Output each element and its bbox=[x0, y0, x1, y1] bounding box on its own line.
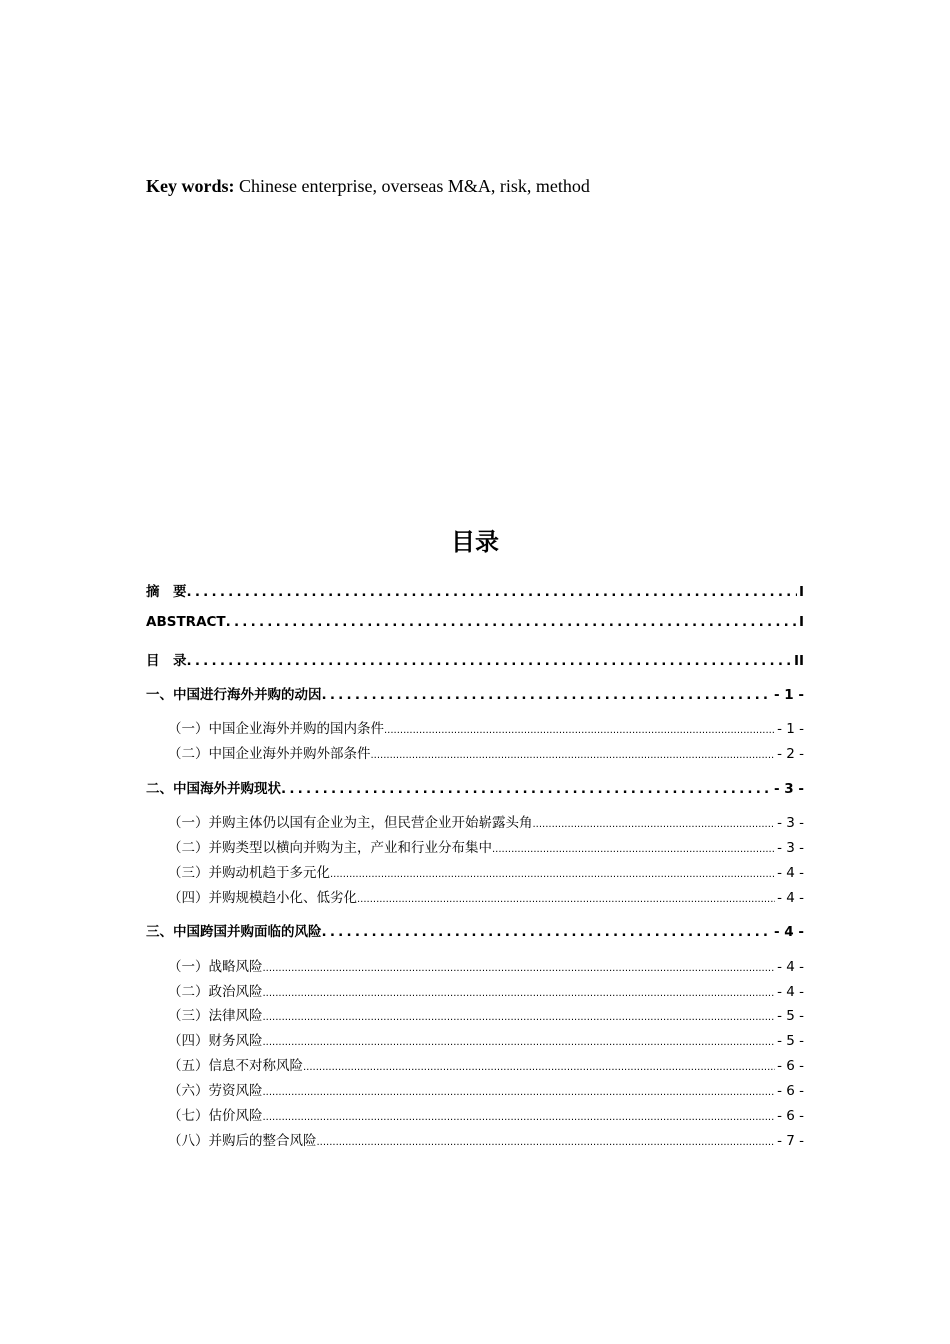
toc-entry-page: II bbox=[793, 653, 804, 669]
toc-entry-label: （四）并购规模趋小化、低劣化 bbox=[168, 890, 357, 906]
toc-dot-leader bbox=[263, 1012, 776, 1023]
toc-entry[interactable] bbox=[168, 980, 804, 1000]
toc-entry[interactable] bbox=[146, 683, 804, 703]
toc-entry-label: （四）财务风险 bbox=[168, 1033, 263, 1049]
toc-entry-label: 一、中国进行海外并购的动因 bbox=[146, 687, 322, 703]
toc-entry[interactable] bbox=[168, 1079, 804, 1099]
toc-dot-leader bbox=[371, 750, 776, 761]
toc-dot-leader bbox=[263, 1112, 776, 1123]
toc-entry-page: - 6 - bbox=[777, 1058, 804, 1074]
toc-entry[interactable] bbox=[146, 649, 804, 669]
toc-dot-leader bbox=[322, 924, 773, 940]
toc-entry-label: （二）政治风险 bbox=[168, 984, 263, 1000]
toc-entry-page: - 3 - bbox=[777, 815, 804, 831]
toc-entry[interactable] bbox=[168, 886, 804, 906]
toc-entry-page: - 5 - bbox=[777, 1008, 804, 1024]
toc-entry[interactable] bbox=[146, 580, 804, 600]
toc-entry-label: 摘 要 bbox=[146, 584, 187, 600]
toc-entry-page: - 6 - bbox=[777, 1083, 804, 1099]
toc-entry-label: （一）并购主体仍以国有企业为主，但民营企业开始崭露头角 bbox=[168, 815, 533, 831]
toc-entry-page: - 6 - bbox=[777, 1108, 804, 1124]
toc-entry[interactable] bbox=[168, 717, 804, 737]
toc-dot-leader bbox=[226, 614, 797, 630]
toc-entry[interactable] bbox=[168, 955, 804, 975]
toc-entry-page: I bbox=[798, 614, 804, 630]
toc-entry[interactable] bbox=[168, 861, 804, 881]
toc-entry-label: （一）中国企业海外并购的国内条件 bbox=[168, 721, 384, 737]
toc-entry[interactable] bbox=[168, 1104, 804, 1124]
toc-entry-page: - 4 - bbox=[774, 924, 804, 940]
toc-entry-label: （三）并购动机趋于多元化 bbox=[168, 865, 330, 881]
toc-dot-leader bbox=[492, 844, 775, 855]
toc-entry-label: （三）法律风险 bbox=[168, 1008, 263, 1024]
toc-entry-label: （一）战略风险 bbox=[168, 959, 263, 975]
toc-dot-leader bbox=[303, 1062, 775, 1073]
toc-entry-page: - 7 - bbox=[777, 1133, 804, 1149]
toc-entry[interactable] bbox=[168, 742, 804, 762]
toc-entry[interactable] bbox=[168, 1029, 804, 1049]
toc-title: 目录 bbox=[451, 528, 499, 556]
toc-dot-leader bbox=[187, 653, 792, 669]
toc-dot-leader bbox=[263, 988, 776, 999]
toc-entry[interactable] bbox=[168, 1054, 804, 1074]
toc-entry-page: - 3 - bbox=[774, 781, 804, 797]
toc-entry-page: - 3 - bbox=[777, 840, 804, 856]
toc-entry-label: （六）劳资风险 bbox=[168, 1083, 263, 1099]
toc-dot-leader bbox=[263, 1087, 776, 1098]
keywords-text: Chinese enterprise, overseas M&A, risk, method bbox=[234, 176, 590, 196]
keywords-line bbox=[146, 176, 590, 197]
toc-dot-leader bbox=[322, 687, 773, 703]
toc-entry[interactable] bbox=[146, 614, 804, 630]
toc-entry[interactable] bbox=[146, 777, 804, 797]
toc-entry-label: （二）并购类型以横向并购为主，产业和行业分布集中 bbox=[168, 840, 492, 856]
toc-dot-leader bbox=[263, 1037, 776, 1048]
toc-entry-label: 三、中国跨国并购面临的风险 bbox=[146, 924, 322, 940]
toc-entry[interactable] bbox=[168, 811, 804, 831]
toc-entry-page: - 4 - bbox=[777, 890, 804, 906]
toc-entry-page: - 1 - bbox=[774, 687, 804, 703]
toc-entry-page: - 2 - bbox=[777, 746, 804, 762]
toc-dot-leader bbox=[317, 1137, 776, 1148]
toc-entry-label: 目 录 bbox=[146, 653, 187, 669]
toc-dot-leader bbox=[187, 584, 797, 600]
toc-entry[interactable] bbox=[168, 1129, 804, 1149]
toc-entry[interactable] bbox=[146, 920, 804, 940]
toc-entry-label: （五）信息不对称风险 bbox=[168, 1058, 303, 1074]
toc-entry-label: （二）中国企业海外并购外部条件 bbox=[168, 746, 371, 762]
keywords-label: Key words: bbox=[146, 176, 235, 196]
toc-entry-page: - 5 - bbox=[777, 1033, 804, 1049]
toc-entry-page: - 4 - bbox=[777, 865, 804, 881]
toc-entry-page: - 1 - bbox=[777, 721, 804, 737]
toc-dot-leader bbox=[330, 869, 775, 880]
toc-dot-leader bbox=[384, 725, 775, 736]
toc-entry-page: I bbox=[798, 584, 804, 600]
toc-entry-label: （七）估价风险 bbox=[168, 1108, 263, 1124]
toc-dot-leader bbox=[281, 781, 772, 797]
toc-entry-label: （八）并购后的整合风险 bbox=[168, 1133, 317, 1149]
toc-entry-page: - 4 - bbox=[777, 959, 804, 975]
toc-dot-leader bbox=[533, 819, 776, 830]
toc-entry[interactable] bbox=[168, 836, 804, 856]
toc-entry-label: 二、中国海外并购现状 bbox=[146, 781, 281, 797]
toc-entry-label: ABSTRACT bbox=[146, 614, 226, 630]
toc-entry-page: - 4 - bbox=[777, 984, 804, 1000]
toc-dot-leader bbox=[263, 963, 776, 974]
toc-entry[interactable] bbox=[168, 1004, 804, 1024]
toc-dot-leader bbox=[357, 894, 775, 905]
